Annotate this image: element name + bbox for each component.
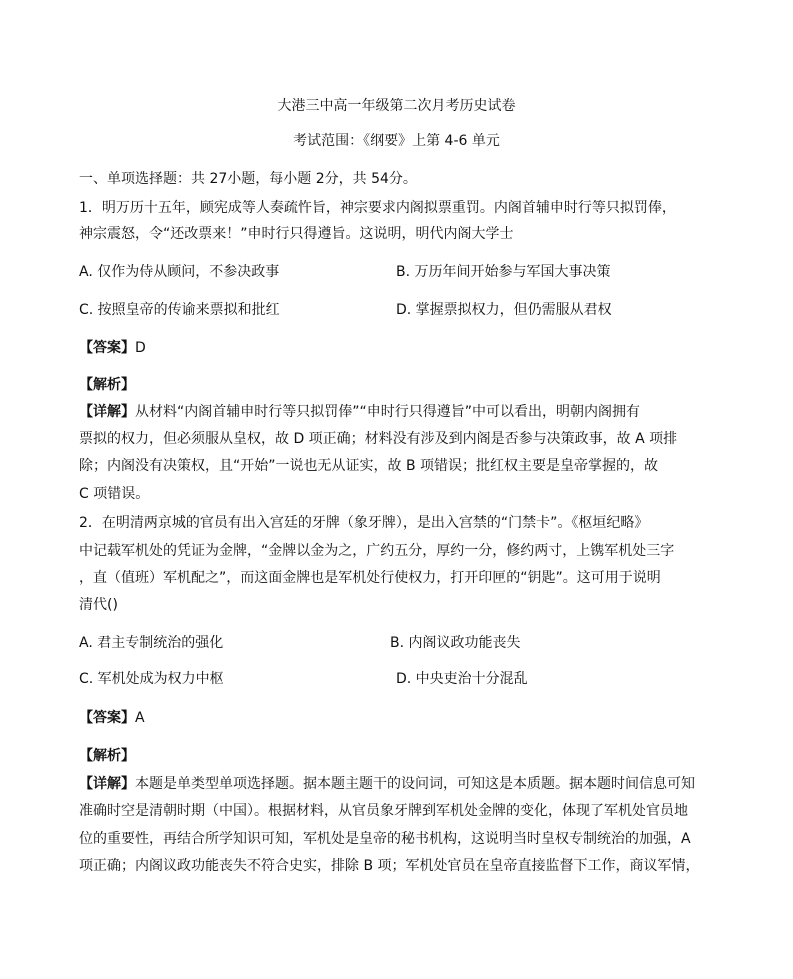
q2-detail-tag: 【详解】	[79, 776, 135, 792]
q1-detail-line-2: 票拟的权力，但必须服从皇权，故 D 项正确；材料没有涉及到内阁是否参与决策政事，故 A 项排	[79, 431, 678, 447]
q2-detail-line-2: 准确时空是清朝时期（中国）。根据材料，从官员象牙牌到军机处金牌的变化，体现了军机处官员地	[79, 803, 688, 819]
q1-detail-line-1	[79, 402, 640, 422]
q1-option-a: A. 仅作为侍从顾问，不参决政事	[79, 264, 280, 280]
q2-detail-line-1	[79, 774, 695, 794]
q2-detail-line-3: 位的重要性，再结合所学知识可知，军机处是皇帝的秘书机构，这说明当时皇权专制统治的加强，A	[79, 831, 691, 847]
q2-answer-value: A	[135, 710, 145, 726]
q1-detail-text-1: 从材料“内阁首辅申时行等只拟罚俸”“申时行只得遵旨”中可以看出，明朝内阁拥有	[135, 404, 641, 420]
q1-stem-line-1: 1．明万历十五年，顾宪成等人奏疏忤旨，神宗要求内阁拟票重罚。内阁首辅申时行等只拟罚俸，	[79, 200, 676, 216]
q2-answer	[79, 708, 145, 728]
q1-option-b: B. 万历年间开始参与军国大事决策	[396, 264, 611, 280]
q1-detail-line-3: 除；内阁没有决策权，且“开始”一说也无从证实，故 B 项错误；批红权主要是皇帝掌握的，故	[79, 458, 659, 474]
exam-scope: 考试范围：《纲要》上第 4-6 单元	[293, 133, 500, 149]
q1-option-c: C. 按照皇帝的传谕来票拟和批红	[79, 302, 280, 318]
q2-stem-line-1: 2．在明清两京城的官员有出入宫廷的牙牌（象牙牌），是出入宫禁的“门禁卡”。《枢垣纪略》	[79, 515, 649, 531]
q1-detail-tag: 【详解】	[79, 404, 135, 420]
q1-detail-line-4: C 项错误。	[79, 486, 150, 502]
q2-detail-line-4: 项正确；内阁议政功能丧失不符合史实，排除 B 项；军机处官员在皇帝直接监督下工作，商议军情，	[79, 858, 700, 874]
q2-option-c: C. 军机处成为权力中枢	[79, 671, 224, 687]
q1-stem-line-2: 神宗震怒，令“还改票来！”申时行只得遵旨。这说明，明代内阁大学士	[79, 226, 514, 242]
q2-analysis-tag: 【解析】	[79, 748, 135, 764]
q2-stem-line-2: 中记载军机处的凭证为金牌，“金牌以金为之，广约五分，厚约一分，修约两寸，上镌军机处三字	[79, 543, 675, 559]
section-heading: 一、单项选择题：共 27小题，每小题 2分，共 54分。	[79, 171, 417, 187]
q1-option-d: D. 掌握票拟权力，但仍需服从君权	[396, 302, 612, 318]
q1-answer-value: D	[135, 340, 146, 356]
q1-analysis-tag: 【解析】	[79, 377, 135, 393]
exam-title: 大港三中高一年级第二次月考历史试卷	[277, 98, 516, 114]
q2-option-b: B. 内阁议政功能丧失	[390, 635, 521, 651]
q2-stem-line-4: 清代()	[79, 597, 118, 613]
q2-option-a: A. 君主专制统治的强化	[79, 635, 224, 651]
q1-answer-tag: 【答案】	[79, 340, 135, 356]
q2-option-d: D. 中央吏治十分混乱	[396, 671, 528, 687]
q2-stem-line-3: ，直（值班）军机配之”，而这面金牌也是军机处行使权力，打开印匣的“钥匙”。这可用于说明	[79, 570, 661, 586]
q2-detail-text-1: 本题是单类型单项选择题。据本题主题干的设问词，可知这是本质题。据本题时间信息可知	[135, 776, 695, 792]
q2-answer-tag: 【答案】	[79, 710, 135, 726]
q1-answer	[79, 338, 146, 358]
